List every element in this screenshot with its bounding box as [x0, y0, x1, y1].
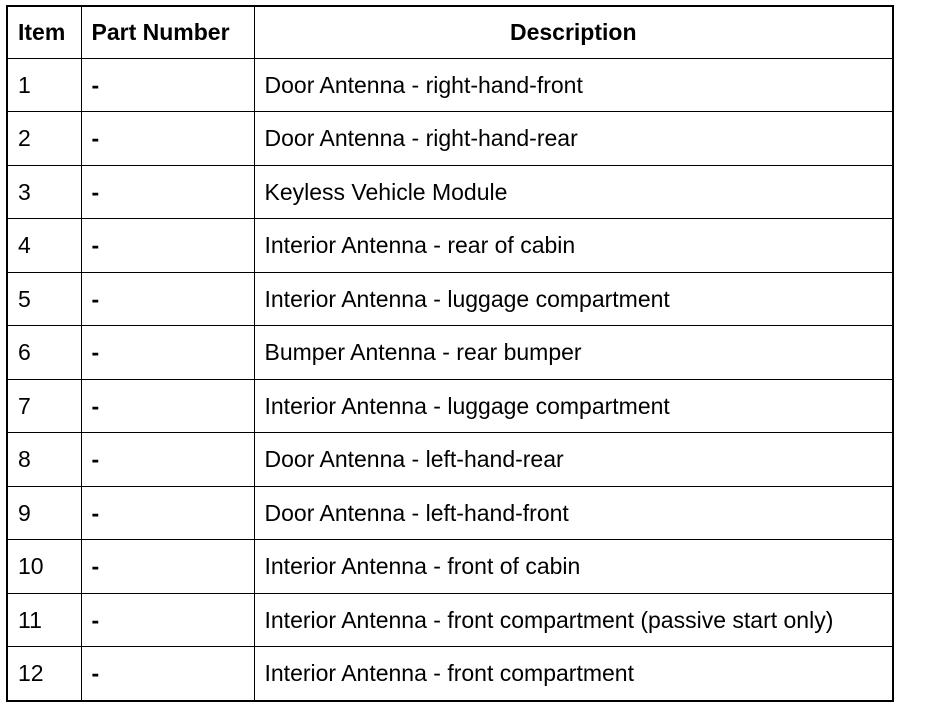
header-part-number: Part Number [81, 6, 254, 59]
table-row [7, 540, 893, 593]
part-number-cell: - [81, 433, 254, 486]
item-cell: 10 [7, 540, 81, 593]
item-cell: 2 [7, 112, 81, 165]
part-number-cell: - [81, 326, 254, 379]
description-cell: Interior Antenna - luggage compartment [254, 379, 893, 432]
part-number-cell: - [81, 379, 254, 432]
part-number-cell: - [81, 540, 254, 593]
item-cell: 8 [7, 433, 81, 486]
table-row [7, 593, 893, 646]
table-row [7, 379, 893, 432]
table-row [7, 165, 893, 218]
description-cell: Door Antenna - left-hand-front [254, 486, 893, 539]
description-cell: Interior Antenna - front of cabin [254, 540, 893, 593]
part-number-cell: - [81, 272, 254, 325]
table-row [7, 59, 893, 112]
header-item: Item [7, 6, 81, 59]
item-cell: 12 [7, 647, 81, 701]
item-cell: 6 [7, 326, 81, 379]
item-cell: 3 [7, 165, 81, 218]
part-number-cell: - [81, 486, 254, 539]
header-description: Description [254, 6, 893, 59]
part-number-cell: - [81, 59, 254, 112]
description-cell: Bumper Antenna - rear bumper [254, 326, 893, 379]
description-cell: Interior Antenna - front compartment (passive start only) [254, 593, 893, 646]
item-cell: 1 [7, 59, 81, 112]
item-cell: 11 [7, 593, 81, 646]
description-cell: Door Antenna - left-hand-rear [254, 433, 893, 486]
part-number-cell: - [81, 593, 254, 646]
header-row [7, 6, 893, 59]
part-number-cell: - [81, 112, 254, 165]
table-row [7, 433, 893, 486]
description-cell: Interior Antenna - luggage compartment [254, 272, 893, 325]
description-cell: Interior Antenna - front compartment [254, 647, 893, 701]
parts-table [6, 5, 894, 702]
table-row [7, 326, 893, 379]
description-cell: Door Antenna - right-hand-front [254, 59, 893, 112]
table-body [7, 59, 893, 702]
part-number-cell: - [81, 219, 254, 272]
table-row [7, 272, 893, 325]
table-row [7, 112, 893, 165]
description-cell: Interior Antenna - rear of cabin [254, 219, 893, 272]
description-cell: Keyless Vehicle Module [254, 165, 893, 218]
item-cell: 9 [7, 486, 81, 539]
item-cell: 4 [7, 219, 81, 272]
table-row [7, 647, 893, 701]
part-number-cell: - [81, 165, 254, 218]
item-cell: 7 [7, 379, 81, 432]
table-header [7, 6, 893, 59]
table-row [7, 486, 893, 539]
description-cell: Door Antenna - right-hand-rear [254, 112, 893, 165]
item-cell: 5 [7, 272, 81, 325]
table-row [7, 219, 893, 272]
part-number-cell: - [81, 647, 254, 701]
